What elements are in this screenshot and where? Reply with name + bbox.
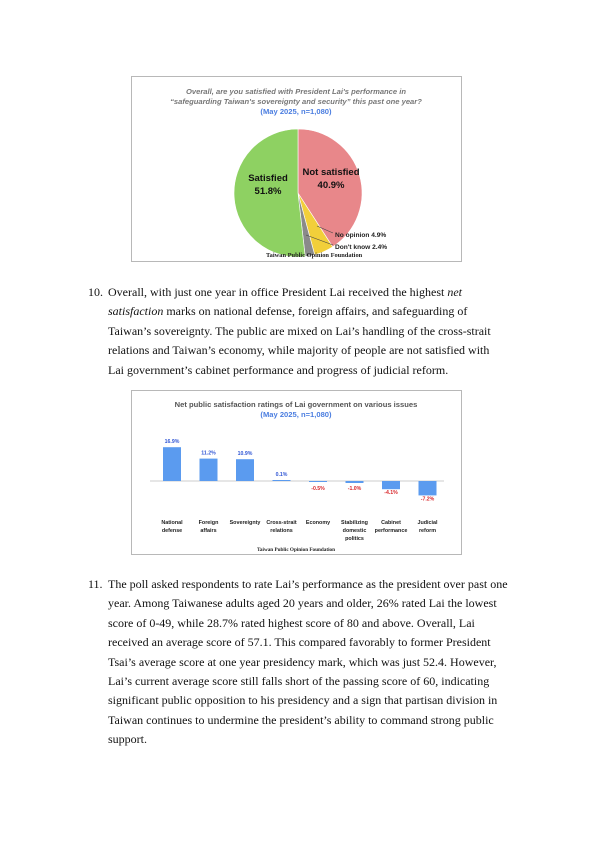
pie-subtitle: (May 2025, n=1,080) <box>260 107 332 116</box>
paragraph-10-emphasis: net satisfaction <box>108 285 463 319</box>
bar-chart <box>132 391 461 554</box>
category-label-3-1: relations <box>270 528 293 534</box>
bar-7 <box>419 481 437 495</box>
category-label-6-0: Cabinet <box>381 520 401 526</box>
bar-value-label-5: -1.0% <box>347 486 362 492</box>
bar-5 <box>346 481 364 483</box>
category-label-5-0: Stabilizing <box>341 520 368 526</box>
paragraph-11-number: 11. <box>88 577 103 591</box>
bar-value-label-4: -0.5% <box>311 486 325 492</box>
bar-2 <box>236 459 254 481</box>
pie-source: Taiwan Public Opinion Foundation <box>266 252 363 259</box>
category-label-5-2: politics <box>345 536 364 542</box>
category-label-0-0: National <box>161 520 183 526</box>
bar-source: Taiwan Public Opinion Foundation <box>256 547 336 553</box>
value-satisfied: 51.8% <box>254 186 282 197</box>
label-satisfied: Satisfied <box>248 173 288 184</box>
bar-value-label-1: 11.2% <box>201 450 216 457</box>
paragraph-11 <box>88 575 508 750</box>
bar-value-label-2: 10.9% <box>237 451 253 458</box>
pie-chart <box>132 77 461 261</box>
category-label-1-0: Foreign <box>198 520 219 526</box>
pie-chart-figure <box>131 76 462 262</box>
paragraph-10-text <box>108 283 508 380</box>
bar-subtitle: (May 2025, n=1,080) <box>260 410 332 419</box>
bar-4 <box>309 481 327 482</box>
bar-value-label-0: 16.9% <box>164 439 180 446</box>
bar-value-label-6: -4.1% <box>384 490 398 497</box>
category-label-7-1: reform <box>418 528 437 534</box>
pie-title-line2: “safeguarding Taiwan's sovereignty and security” this past one year? <box>170 97 422 106</box>
paragraph-10-text-b: marks on national defense, foreign affairs, and safeguarding of Taiwan’s sovereignty. The public are mixed on Lai’s handling of the cross-strait relations and Taiwan’s economy, while majority of people are not satisfied with Lai government’s cabinet performance and progress of judicial reform. <box>108 304 491 377</box>
category-label-5-1: domestic <box>342 528 367 534</box>
category-label-6-1: performance <box>374 528 408 534</box>
paragraph-11-text: The poll asked respondents to rate Lai’s performance as the president over past one year. Among Taiwanese adults aged 20 years and older, 26% rated Lai the lowest score of 0-49, while 28.7% rated highest score of 80 and above. Overall, Lai received an average score of 57.1. This compared favorably to former President Tsai’s average score at one year presidency mark, which was just 52.4. However, Lai’s current average score still falls short of the passing score of 60, indicating significant public opposition to his presidency and a sign that partisan division in Taiwan continues to undermine the president’s ability to command strong public support. <box>108 577 508 747</box>
category-label-4-0: Economy <box>305 520 331 526</box>
bar-6 <box>382 481 400 489</box>
category-label-7-0: Judicial <box>417 520 438 526</box>
category-label-3-0: Cross-strait <box>266 520 297 526</box>
bar-chart-figure <box>131 390 462 555</box>
bar-value-label-7: -7.2% <box>420 496 435 503</box>
bar-1 <box>200 459 218 481</box>
pie-title-line1: Overall, are you satisfied with President Lai's performance in <box>186 87 406 96</box>
label-dont-know: Don't know 2.4% <box>335 244 388 251</box>
bar-3 <box>273 480 291 481</box>
category-label-2-0: Sovereignty <box>229 520 261 526</box>
label-no-opinion: No opinion 4.9% <box>335 232 387 239</box>
paragraph-10-number: 10. <box>88 285 103 299</box>
bar-title: Net public satisfaction ratings of Lai government on various issues <box>174 400 418 409</box>
category-label-0-1: defense <box>161 528 183 534</box>
value-not-satisfied: 40.9% <box>317 180 345 191</box>
paragraph-10-text-a: Overall, with just one year in office President Lai received the highest <box>108 285 448 299</box>
bar-0 <box>163 447 181 481</box>
category-label-1-1: affairs <box>200 528 217 534</box>
paragraph-10 <box>88 283 508 380</box>
label-not-satisfied: Not satisfied <box>302 167 360 178</box>
bar-value-label-3: 0.1% <box>275 472 288 478</box>
